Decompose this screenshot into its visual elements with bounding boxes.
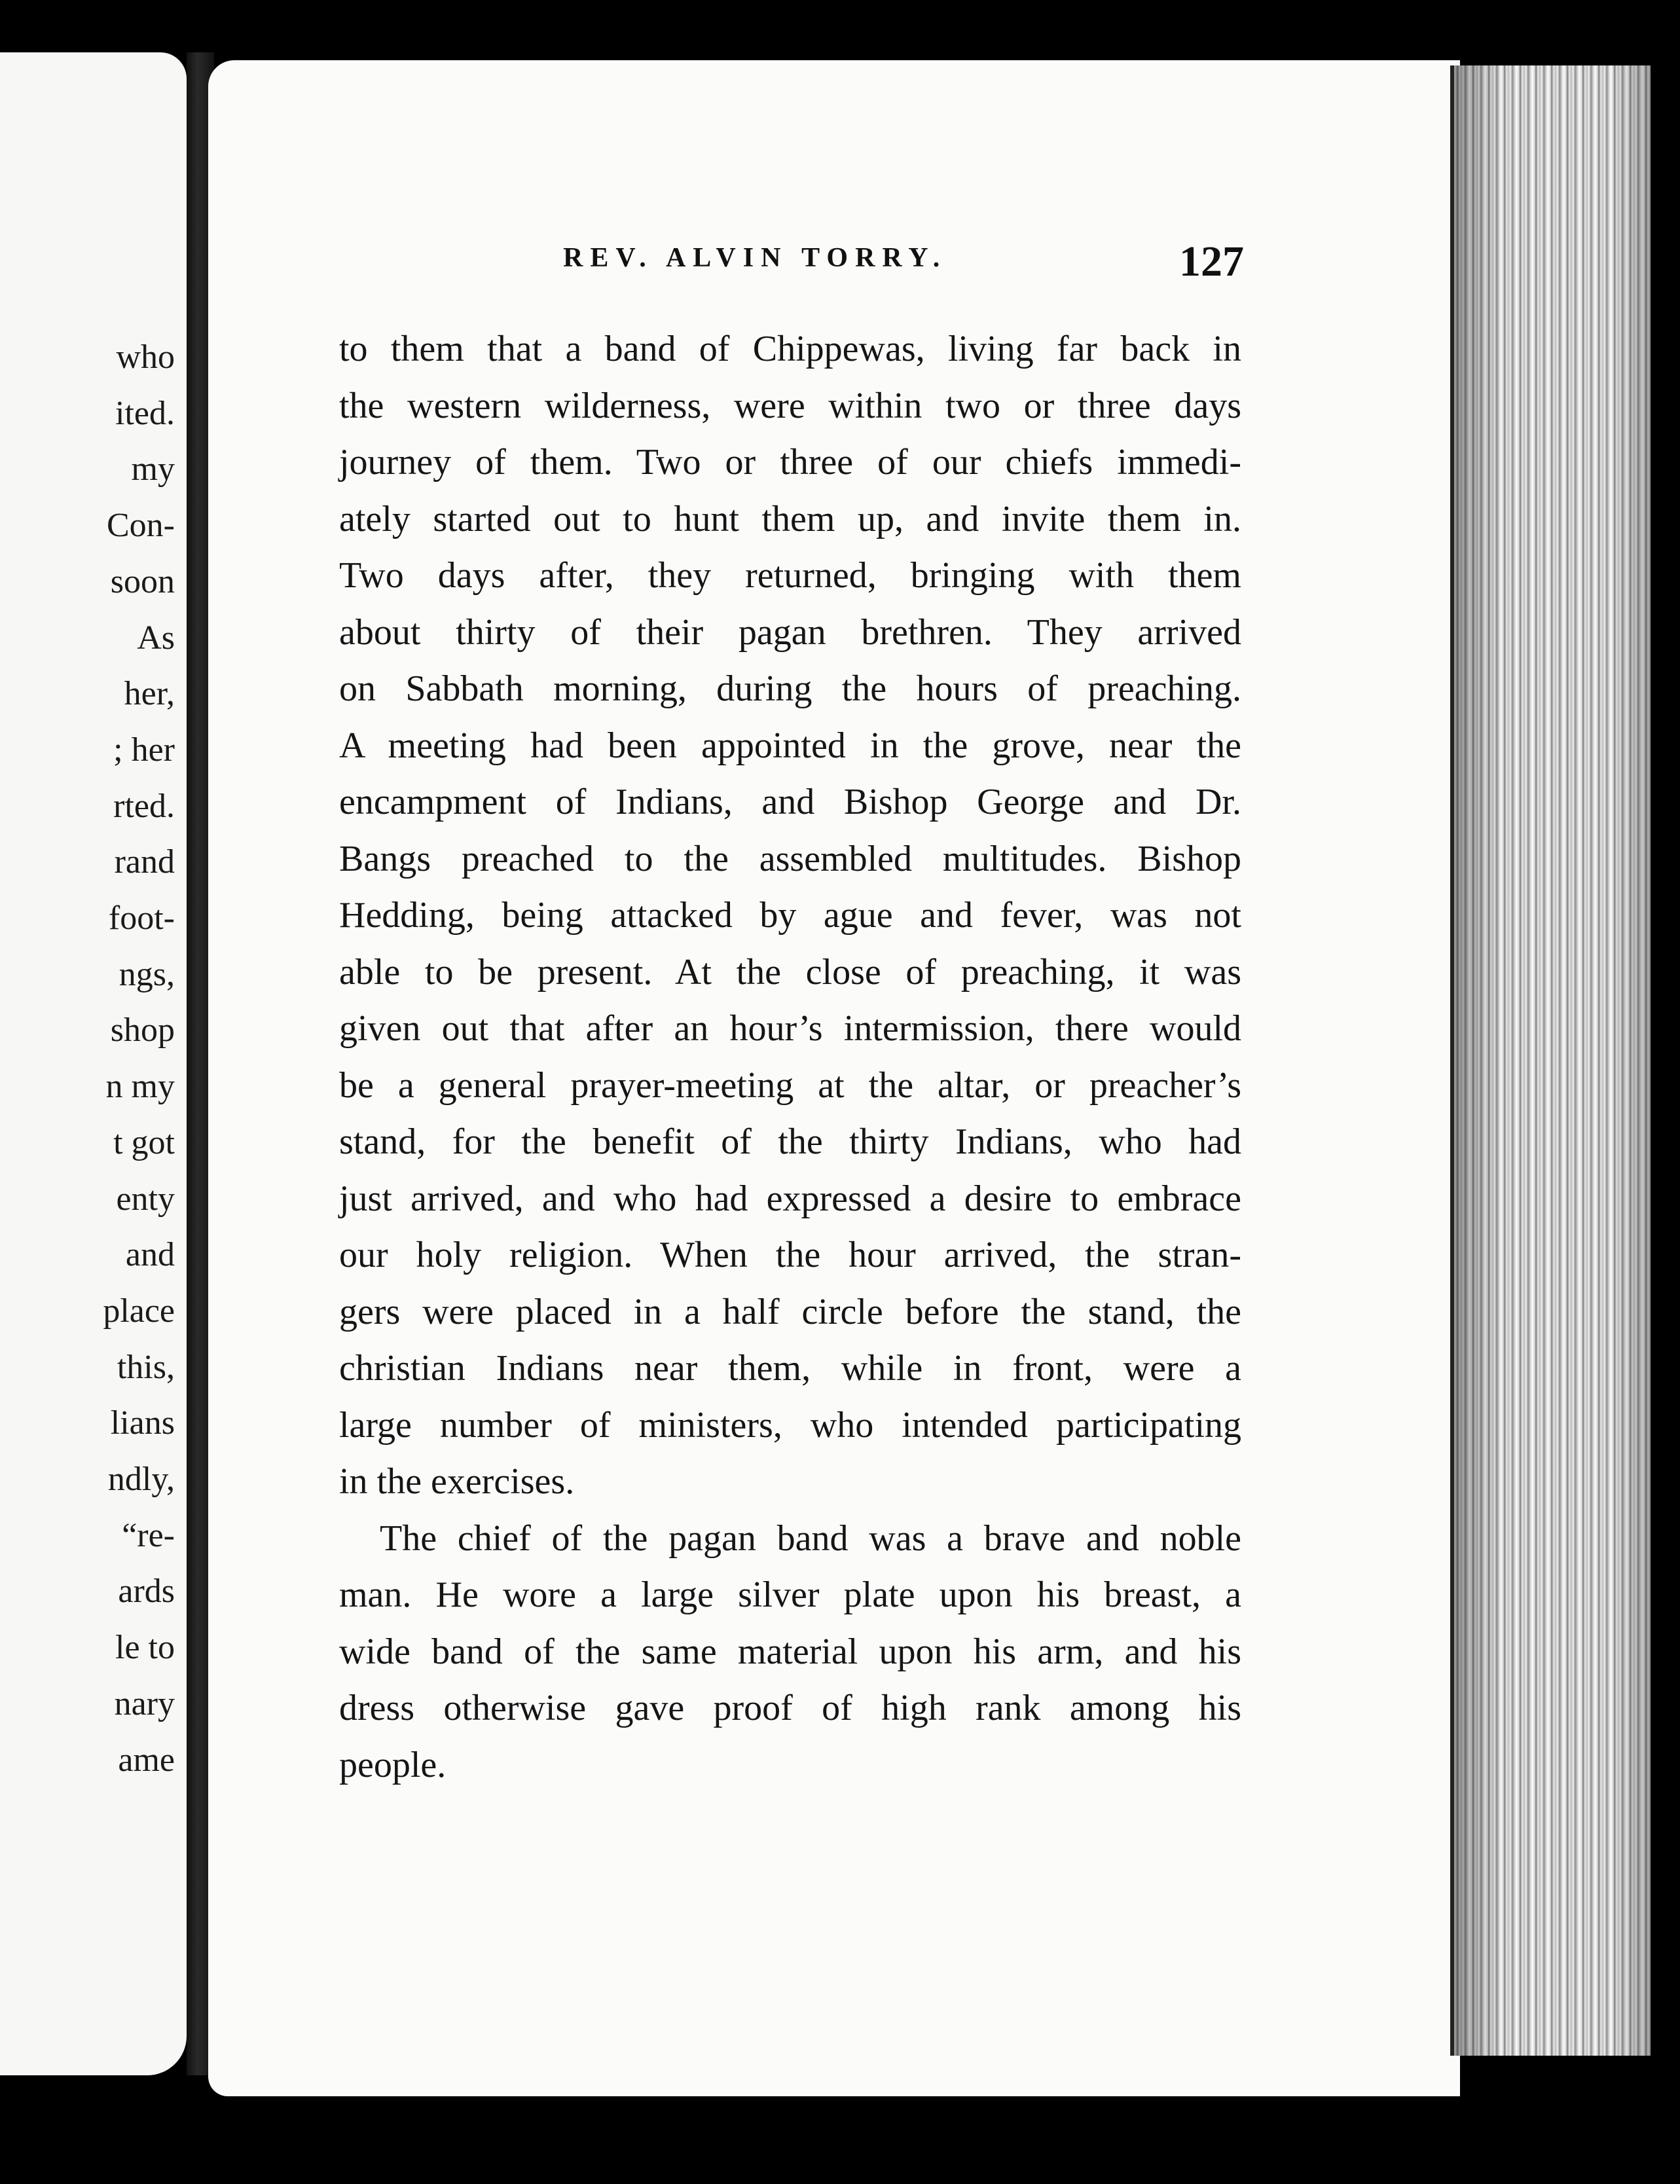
paragraph (339, 1510, 1241, 1794)
running-head: REV. ALVIN TORRY. (563, 243, 947, 273)
text-line: christian Indians near them, while in front, were a (339, 1348, 1241, 1389)
text-line: dress otherwise gave proof of high rank among his (339, 1688, 1241, 1728)
text-line: large number of ministers, who intended participating (339, 1404, 1241, 1446)
left-page (0, 52, 187, 2075)
paragraph (339, 321, 1241, 1510)
text-line: people. (339, 1744, 447, 1785)
left-page-fragment: enty (116, 1180, 175, 1218)
body-text (339, 321, 1241, 1793)
left-page-fragment: ame (118, 1741, 175, 1779)
left-page-fragment: this, (117, 1348, 175, 1386)
left-page-fragment: t got (113, 1123, 175, 1161)
left-page-fragment: n my (105, 1068, 175, 1106)
text-line: the western wilderness, were within two or three days (339, 385, 1241, 426)
text-line: gers were placed in a half circle before the stand, the (339, 1291, 1241, 1332)
left-page-fragment: place (103, 1292, 175, 1330)
text-line: about thirty of their pagan brethren. They arrived (339, 611, 1241, 653)
left-page-fragment: ards (118, 1573, 175, 1611)
text-line: Two days after, they returned, bringing with them (339, 555, 1241, 596)
text-line: stand, for the benefit of the thirty Indians, who had (339, 1121, 1241, 1162)
left-page-fragment: “re- (122, 1516, 175, 1554)
text-line: our holy religion. When the hour arrived, the stran- (339, 1235, 1241, 1275)
text-line: journey of them. Two or three of our chiefs immedi- (339, 442, 1241, 482)
left-page-fragment: le to (115, 1629, 175, 1667)
text-line: be a general prayer-meeting at the altar, or preacher’s (339, 1065, 1241, 1106)
text-line: given out that after an hour’s intermission, there would (339, 1008, 1241, 1049)
left-page-fragment: ngs, (119, 955, 175, 993)
left-page-fragment: foot- (108, 900, 175, 937)
text-line: in the exercises. (339, 1461, 575, 1502)
text-line: A meeting had been appointed in the grove, near the (339, 725, 1241, 766)
left-page-fragment: my (131, 450, 175, 488)
left-page-fragment: nary (114, 1684, 175, 1722)
text-line: just arrived, and who had expressed a desire to embrace (339, 1178, 1241, 1219)
text-line: able to be present. At the close of preaching, it was (339, 951, 1241, 992)
left-page-fragment: ited. (115, 394, 175, 432)
text-line: Hedding, being attacked by ague and fever, was not (339, 895, 1241, 936)
left-page-fragment: ndly, (107, 1461, 175, 1498)
left-page-fragment: rand (114, 843, 175, 881)
left-page-fragment: lians (110, 1404, 175, 1442)
text-line: The chief of the pagan band was a brave and noble (380, 1518, 1241, 1559)
left-page-fragment: who (116, 338, 175, 376)
left-page-fragment: Con- (107, 507, 175, 545)
left-page-fragment: and (125, 1236, 175, 1274)
page-edges (1450, 65, 1651, 2056)
text-line: Bangs preached to the assembled multitudes. Bishop (339, 838, 1241, 879)
left-page-fragment: soon (110, 562, 175, 600)
text-line: encampment of Indians, and Bishop George and Dr. (339, 782, 1241, 822)
left-page-fragment: rted. (113, 787, 175, 825)
left-page-fragment: As (137, 619, 175, 657)
text-line: on Sabbath morning, during the hours of preaching. (339, 668, 1241, 709)
text-line: ately started out to hunt them up, and invite them in. (339, 498, 1241, 539)
left-page-fragment: her, (124, 675, 175, 713)
text-line: to them that a band of Chippewas, living far back in (339, 329, 1241, 369)
text-line: wide band of the same material upon his arm, and his (339, 1631, 1241, 1672)
left-page-fragment: ; her (113, 731, 175, 769)
text-line: man. He wore a large silver plate upon his breast, a (339, 1574, 1241, 1615)
page-number: 127 (1179, 238, 1244, 285)
left-page-fragment: shop (110, 1011, 175, 1049)
